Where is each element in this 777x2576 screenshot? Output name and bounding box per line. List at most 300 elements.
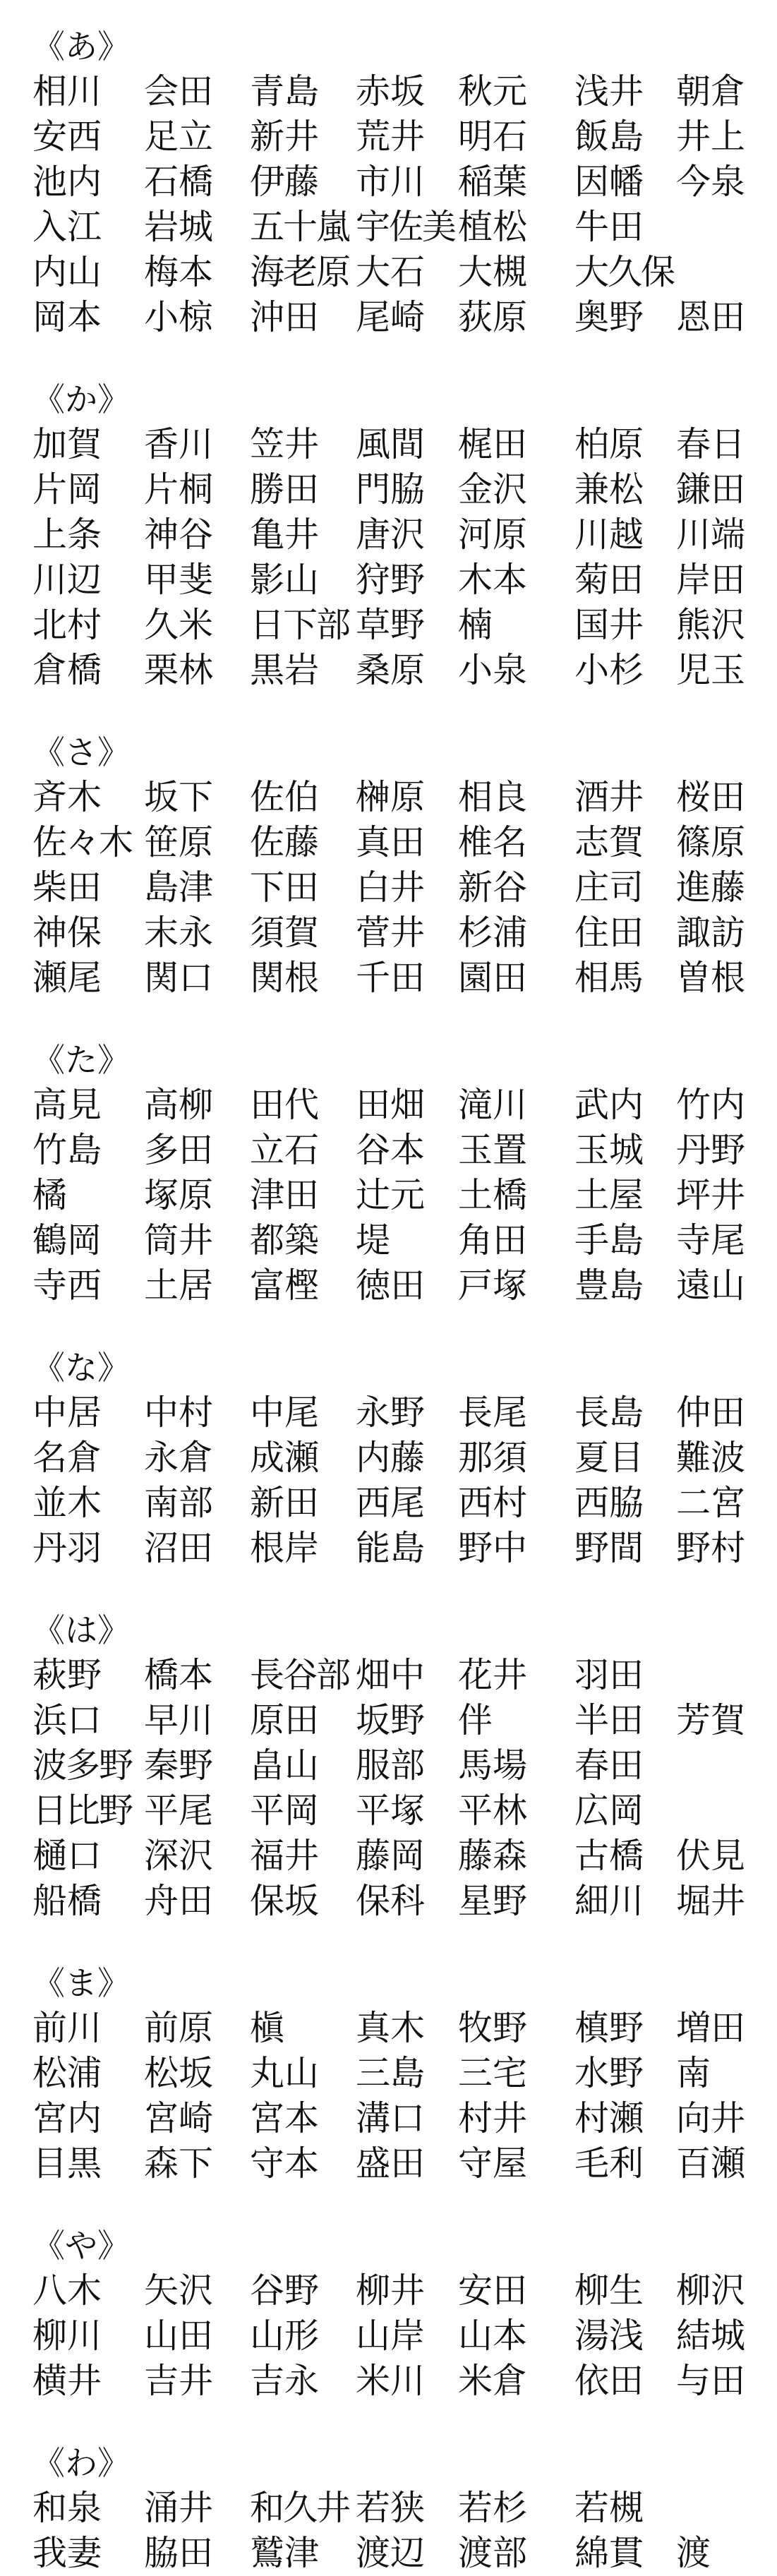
surname-entry: 熊沢 — [676, 605, 746, 645]
name-row — [32, 467, 745, 512]
surname-entry: 柏原 — [574, 424, 644, 464]
surname-entry: 新谷 — [458, 867, 528, 908]
surname-entry: 若杉 — [458, 2488, 528, 2528]
surname-entry: 因幡 — [574, 162, 644, 202]
surname-entry: 片岡 — [32, 469, 102, 510]
surname-entry: 都築 — [250, 1220, 320, 1260]
surname-entry: 米倉 — [458, 2361, 528, 2401]
surname-entry: 鎌田 — [676, 469, 746, 510]
name-row — [32, 2531, 745, 2576]
surname-entry: 西脇 — [574, 1483, 644, 1523]
surname-entry: 丸山 — [250, 2053, 320, 2093]
name-row — [32, 1653, 745, 1698]
surname-entry: 安西 — [32, 116, 102, 157]
surname-entry: 永倉 — [144, 1438, 214, 1478]
surname-entry: 岡本 — [32, 297, 102, 337]
name-row — [32, 2096, 745, 2141]
name-row — [32, 1879, 745, 1924]
surname-entry: 南 — [676, 2053, 711, 2093]
name-row — [32, 865, 745, 910]
surname-entry: 久米 — [144, 605, 214, 645]
surname-entry: 井上 — [676, 116, 746, 157]
surname-entry: 綿貫 — [574, 2533, 644, 2573]
name-row — [32, 1788, 745, 1834]
surname-entry: 新田 — [250, 1483, 320, 1523]
surname-entry: 高柳 — [144, 1085, 214, 1125]
surname-entry: 桑原 — [356, 650, 426, 690]
surname-entry: 会田 — [144, 71, 214, 112]
surname-entry: 保科 — [356, 1881, 426, 1921]
surname-entry: 酒井 — [574, 777, 644, 817]
surname-entry: 結城 — [676, 2316, 746, 2356]
surname-entry: 徳田 — [356, 1265, 426, 1306]
surname-entry: 内山 — [32, 252, 102, 292]
surname-entry: 真木 — [356, 2008, 426, 2048]
kana-section — [0, 1345, 777, 1571]
surname-entry: 米川 — [356, 2361, 426, 2401]
surname-entry: 角田 — [458, 1220, 528, 1260]
surname-entry: 梶田 — [458, 424, 528, 464]
surname-entry: 草野 — [356, 605, 426, 645]
surname-entry: 芳賀 — [676, 1700, 746, 1740]
surname-entry: 椎名 — [458, 822, 528, 862]
surname-entry: 庄司 — [574, 867, 644, 908]
surname-entry: 藤森 — [458, 1836, 528, 1876]
name-row — [32, 910, 745, 956]
surname-entry: 丹羽 — [32, 1528, 102, 1568]
section-heading: 《た》 — [32, 1041, 130, 1079]
surname-entry: 溝口 — [356, 2098, 426, 2138]
surname-entry: 植松 — [458, 207, 528, 247]
surname-entry: 榊原 — [356, 777, 426, 817]
surname-entry: 住田 — [574, 913, 644, 953]
surname-entry: 狩野 — [356, 560, 426, 600]
surname-entry: 稲葉 — [458, 162, 528, 202]
surname-entry: 進藤 — [676, 867, 746, 908]
surname-entry: 守本 — [250, 2143, 320, 2184]
surname-entry: 柳沢 — [676, 2270, 746, 2311]
surname-entry: 神保 — [32, 913, 102, 953]
surname-entry: 依田 — [574, 2361, 644, 2401]
surname-entry: 若狭 — [356, 2488, 426, 2528]
surname-entry: 志賀 — [574, 822, 644, 862]
section-heading: 《ま》 — [32, 1964, 130, 2002]
surname-entry: 青島 — [250, 71, 320, 112]
surname-entry: 玉城 — [574, 1130, 644, 1170]
surname-entry: 柳生 — [574, 2270, 644, 2311]
surname-entry: 中村 — [144, 1392, 214, 1433]
name-row — [32, 648, 745, 693]
surname-entry: 片桐 — [144, 469, 214, 510]
surname-entry: 柳井 — [356, 2270, 426, 2311]
surname-entry: 西尾 — [356, 1483, 426, 1523]
surname-entry: 坪井 — [676, 1175, 746, 1215]
name-row — [32, 1698, 745, 1743]
surname-entry: 原田 — [250, 1700, 320, 1740]
surname-entry: 真田 — [356, 822, 426, 862]
surname-entry: 影山 — [250, 560, 320, 600]
name-row — [32, 2051, 745, 2096]
surname-entry: 川辺 — [32, 560, 102, 600]
surname-entry: 渡部 — [458, 2533, 528, 2573]
name-row — [32, 1173, 745, 1218]
name-row — [32, 1390, 745, 1436]
name-row — [32, 2268, 745, 2313]
name-row — [32, 603, 745, 648]
kana-section — [0, 1608, 777, 1924]
surname-entry: 西村 — [458, 1483, 528, 1523]
surname-entry: 馬場 — [458, 1745, 528, 1786]
surname-entry: 古橋 — [574, 1836, 644, 1876]
kana-section — [0, 24, 777, 340]
surname-entry: 前原 — [144, 2008, 214, 2048]
surname-entry: 川端 — [676, 514, 746, 555]
surname-entry: 鷲津 — [250, 2533, 320, 2573]
surname-entry: 守屋 — [458, 2143, 528, 2184]
name-row — [32, 250, 745, 295]
surname-entry: 涌井 — [144, 2488, 214, 2528]
surname-entry: 新井 — [250, 116, 320, 157]
surname-entry: 加賀 — [32, 424, 102, 464]
name-row — [32, 205, 745, 250]
surname-entry: 星野 — [458, 1881, 528, 1921]
surname-entry: 笹原 — [144, 822, 214, 862]
surname-entry: 二宮 — [676, 1483, 746, 1523]
surname-entry: 土橋 — [458, 1175, 528, 1215]
name-row — [32, 160, 745, 205]
surname-entry: 尾崎 — [356, 297, 426, 337]
kana-section — [0, 2223, 777, 2404]
surname-entry: 平林 — [458, 1790, 528, 1831]
surname-entry: 難波 — [676, 1438, 746, 1478]
surname-entry: 小椋 — [144, 297, 214, 337]
name-row — [32, 2313, 745, 2359]
surname-entry: 斉木 — [32, 777, 102, 817]
surname-entry: 谷本 — [356, 1130, 426, 1170]
surname-entry: 柴田 — [32, 867, 102, 908]
surname-entry: 山形 — [250, 2316, 320, 2356]
surname-entry: 寺西 — [32, 1265, 102, 1306]
surname-entry: 永野 — [356, 1392, 426, 1433]
surname-entry: 菊田 — [574, 560, 644, 600]
surname-entry: 北村 — [32, 605, 102, 645]
name-row — [32, 295, 745, 340]
kana-section — [0, 2440, 777, 2576]
surname-entry: 早川 — [144, 1700, 214, 1740]
surname-entry: 内藤 — [356, 1438, 426, 1478]
name-row — [32, 956, 745, 1001]
surname-entry: 佐藤 — [250, 822, 320, 862]
surname-entry: 長谷部 — [250, 1655, 350, 1695]
surname-entry: 日比野 — [32, 1790, 133, 1831]
kana-section — [0, 1961, 777, 2186]
surname-entry: 小泉 — [458, 650, 528, 690]
surname-entry: 赤坂 — [356, 71, 426, 112]
surname-entry: 戸塚 — [458, 1265, 528, 1306]
surname-entry: 相川 — [32, 71, 102, 112]
surname-entry: 明石 — [458, 116, 528, 157]
surname-entry: 長尾 — [458, 1392, 528, 1433]
surname-entry: 末永 — [144, 913, 214, 953]
surname-entry: 金沢 — [458, 469, 528, 510]
kana-section — [0, 377, 777, 693]
surname-entry: 栗林 — [144, 650, 214, 690]
surname-entry: 和久井 — [250, 2488, 350, 2528]
surname-entry: 笠井 — [250, 424, 320, 464]
surname-entry: 杉浦 — [458, 913, 528, 953]
surname-entry: 矢沢 — [144, 2270, 214, 2311]
surname-entry: 白井 — [356, 867, 426, 908]
surname-entry: 深沢 — [144, 1836, 214, 1876]
surname-entry: 黒岩 — [250, 650, 320, 690]
surname-entry: 木本 — [458, 560, 528, 600]
surname-entry: 渡 — [676, 2533, 711, 2573]
name-row — [32, 2359, 745, 2404]
surname-entry: 岸田 — [676, 560, 746, 600]
surname-entry: 倉橋 — [32, 650, 102, 690]
surname-entry: 相馬 — [574, 958, 644, 998]
surname-entry: 鶴岡 — [32, 1220, 102, 1260]
surname-entry: 脇田 — [144, 2533, 214, 2573]
surname-entry: 玉置 — [458, 1130, 528, 1170]
surname-entry: 毛利 — [574, 2143, 644, 2184]
surname-entry: 大久保 — [574, 252, 675, 292]
surname-entry: 橘 — [32, 1175, 68, 1215]
surname-entry: 春田 — [574, 1745, 644, 1786]
surname-entry: 曽根 — [676, 958, 746, 998]
name-row — [32, 1128, 745, 1173]
surname-entry: 島津 — [144, 867, 214, 908]
surname-entry: 名倉 — [32, 1438, 102, 1478]
surname-entry: 長島 — [574, 1392, 644, 1433]
surname-entry: 沼田 — [144, 1528, 214, 1568]
surname-entry: 国井 — [574, 605, 644, 645]
surname-entry: 河原 — [458, 514, 528, 555]
surname-entry: 中居 — [32, 1392, 102, 1433]
surname-entry: 竹内 — [676, 1085, 746, 1125]
surname-entry: 坂下 — [144, 777, 214, 817]
surname-entry: 八木 — [32, 2270, 102, 2311]
surname-entry: 松坂 — [144, 2053, 214, 2093]
surname-entry: 松浦 — [32, 2053, 102, 2093]
surname-entry: 吉井 — [144, 2361, 214, 2401]
surname-entry: 槇 — [250, 2008, 285, 2048]
surname-entry: 湯浅 — [574, 2316, 644, 2356]
surname-entry: 平塚 — [356, 1790, 426, 1831]
surname-entry: 三島 — [356, 2053, 426, 2093]
surname-entry: 荒井 — [356, 116, 426, 157]
surname-entry: 和泉 — [32, 2488, 102, 2528]
name-row — [32, 69, 745, 114]
surname-entry: 伏見 — [676, 1836, 746, 1876]
surname-entry: 丹野 — [676, 1130, 746, 1170]
surname-entry: 児玉 — [676, 650, 746, 690]
surname-entry: 多田 — [144, 1130, 214, 1170]
surname-entry: 桜田 — [676, 777, 746, 817]
surname-entry: 中尾 — [250, 1392, 320, 1433]
surname-entry: 亀井 — [250, 514, 320, 555]
name-row — [32, 1743, 745, 1788]
surname-entry: 宮崎 — [144, 2098, 214, 2138]
surname-entry: 広岡 — [574, 1790, 644, 1831]
surname-entry: 伴 — [458, 1700, 493, 1740]
surname-entry: 諏訪 — [676, 913, 746, 953]
surname-entry: 山岸 — [356, 2316, 426, 2356]
surname-entry: 横井 — [32, 2361, 102, 2401]
surname-entry: 宮本 — [250, 2098, 320, 2138]
surname-entry: 能島 — [356, 1528, 426, 1568]
surname-entry: 篠原 — [676, 822, 746, 862]
surname-entry: 市川 — [356, 162, 426, 202]
surname-entry: 船橋 — [32, 1881, 102, 1921]
section-heading: 《か》 — [32, 380, 130, 419]
name-row — [32, 2486, 745, 2531]
surname-entry: 五十嵐 — [250, 207, 350, 247]
surname-entry: 宮内 — [32, 2098, 102, 2138]
surname-entry: 柳川 — [32, 2316, 102, 2356]
surname-entry: 土居 — [144, 1265, 214, 1306]
name-row — [32, 1526, 745, 1571]
surname-entry: 相良 — [458, 777, 528, 817]
surname-entry: 関口 — [144, 958, 214, 998]
surname-entry: 野村 — [676, 1528, 746, 1568]
surname-entry: 花井 — [458, 1655, 528, 1695]
surname-entry: 須賀 — [250, 913, 320, 953]
name-row — [32, 1834, 745, 1879]
surname-entry: 寺尾 — [676, 1220, 746, 1260]
name-row — [32, 422, 745, 467]
name-row — [32, 1263, 745, 1308]
surname-entry: 仲田 — [676, 1392, 746, 1433]
surname-entry: 樋口 — [32, 1836, 102, 1876]
surname-entry: 野間 — [574, 1528, 644, 1568]
surname-entry: 安田 — [458, 2270, 528, 2311]
surname-entry: 保坂 — [250, 1881, 320, 1921]
surname-entry: 福井 — [250, 1836, 320, 1876]
surname-entry: 石橋 — [144, 162, 214, 202]
surname-entry: 野中 — [458, 1528, 528, 1568]
surname-entry: 萩野 — [32, 1655, 102, 1695]
surname-entry: 村瀬 — [574, 2098, 644, 2138]
surname-entry: 園田 — [458, 958, 528, 998]
surname-entry: 橋本 — [144, 1655, 214, 1695]
section-heading: 《あ》 — [32, 28, 130, 66]
surname-entry: 竹島 — [32, 1130, 102, 1170]
surname-entry: 下田 — [250, 867, 320, 908]
surname-entry: 門脇 — [356, 469, 426, 510]
surname-entry: 荻原 — [458, 297, 528, 337]
surname-entry: 宇佐美 — [356, 207, 456, 247]
surname-entry: 辻元 — [356, 1175, 426, 1215]
surname-entry: 舟田 — [144, 1881, 214, 1921]
surname-entry: 海老原 — [250, 252, 350, 292]
section-heading: 《や》 — [32, 2227, 130, 2265]
name-row — [32, 2006, 745, 2051]
name-row — [32, 1218, 745, 1263]
surname-entry: 藤岡 — [356, 1836, 426, 1876]
surname-entry: 吉永 — [250, 2361, 320, 2401]
surname-entry: 牛田 — [574, 207, 644, 247]
surname-entry: 我妻 — [32, 2533, 102, 2573]
surname-entry: 平岡 — [250, 1790, 320, 1831]
surname-entry: 梅本 — [144, 252, 214, 292]
surname-entry: 田畑 — [356, 1085, 426, 1125]
surname-entry: 豊島 — [574, 1265, 644, 1306]
surname-entry: 朝倉 — [676, 71, 746, 112]
surname-entry: 浅井 — [574, 71, 644, 112]
surname-entry: 細川 — [574, 1881, 644, 1921]
surname-entry: 堤 — [356, 1220, 391, 1260]
name-row — [32, 1436, 745, 1481]
surname-entry: 槙野 — [574, 2008, 644, 2048]
surname-entry: 森下 — [144, 2143, 214, 2184]
surname-entry: 千田 — [356, 958, 426, 998]
surname-entry: 手島 — [574, 1220, 644, 1260]
surname-entry: 神谷 — [144, 514, 214, 555]
surname-entry: 菅井 — [356, 913, 426, 953]
surname-entry: 恩田 — [676, 297, 746, 337]
surname-entry: 畠山 — [250, 1745, 320, 1786]
surname-entry: 向井 — [676, 2098, 746, 2138]
section-heading: 《わ》 — [32, 2444, 130, 2482]
surname-entry: 筒井 — [144, 1220, 214, 1260]
surname-entry: 並木 — [32, 1483, 102, 1523]
surname-entry: 前川 — [32, 2008, 102, 2048]
surname-entry: 瀬尾 — [32, 958, 102, 998]
surname-entry: 谷野 — [250, 2270, 320, 2311]
surname-entry: 沖田 — [250, 297, 320, 337]
surname-entry: 畑中 — [356, 1655, 426, 1695]
surname-entry: 入江 — [32, 207, 102, 247]
surname-entry: 水野 — [574, 2053, 644, 2093]
surname-entry: 足立 — [144, 116, 214, 157]
name-row — [32, 114, 745, 160]
surname-entry: 日下部 — [250, 605, 350, 645]
surname-entry: 南部 — [144, 1483, 214, 1523]
surname-entry: 武内 — [574, 1085, 644, 1125]
surname-entry: 小杉 — [574, 650, 644, 690]
surname-entry: 唐沢 — [356, 514, 426, 555]
surname-entry: 村井 — [458, 2098, 528, 2138]
surname-entry: 楠 — [458, 605, 493, 645]
section-heading: 《さ》 — [32, 733, 130, 771]
name-row — [32, 1481, 745, 1526]
surname-entry: 大槻 — [458, 252, 528, 292]
surname-entry: 富樫 — [250, 1265, 320, 1306]
surname-entry: 伊藤 — [250, 162, 320, 202]
surname-entry: 津田 — [250, 1175, 320, 1215]
surname-entry: 風間 — [356, 424, 426, 464]
surname-entry: 夏目 — [574, 1438, 644, 1478]
surname-entry: 服部 — [356, 1745, 426, 1786]
surname-entry: 関根 — [250, 958, 320, 998]
surname-entry: 若槻 — [574, 2488, 644, 2528]
surname-entry: 波多野 — [32, 1745, 133, 1786]
kana-section — [0, 1037, 777, 1308]
surname-entry: 浜口 — [32, 1700, 102, 1740]
surname-entry: 那須 — [458, 1438, 528, 1478]
surname-entry: 春日 — [676, 424, 746, 464]
surname-entry: 秋元 — [458, 71, 528, 112]
surname-entry: 高見 — [32, 1085, 102, 1125]
name-row — [32, 512, 745, 558]
surname-entry: 秦野 — [144, 1745, 214, 1786]
section-heading: 《は》 — [32, 1611, 130, 1649]
surname-entry: 飯島 — [574, 116, 644, 157]
surname-entry: 羽田 — [574, 1655, 644, 1695]
surname-entry: 盛田 — [356, 2143, 426, 2184]
name-row — [32, 775, 745, 820]
